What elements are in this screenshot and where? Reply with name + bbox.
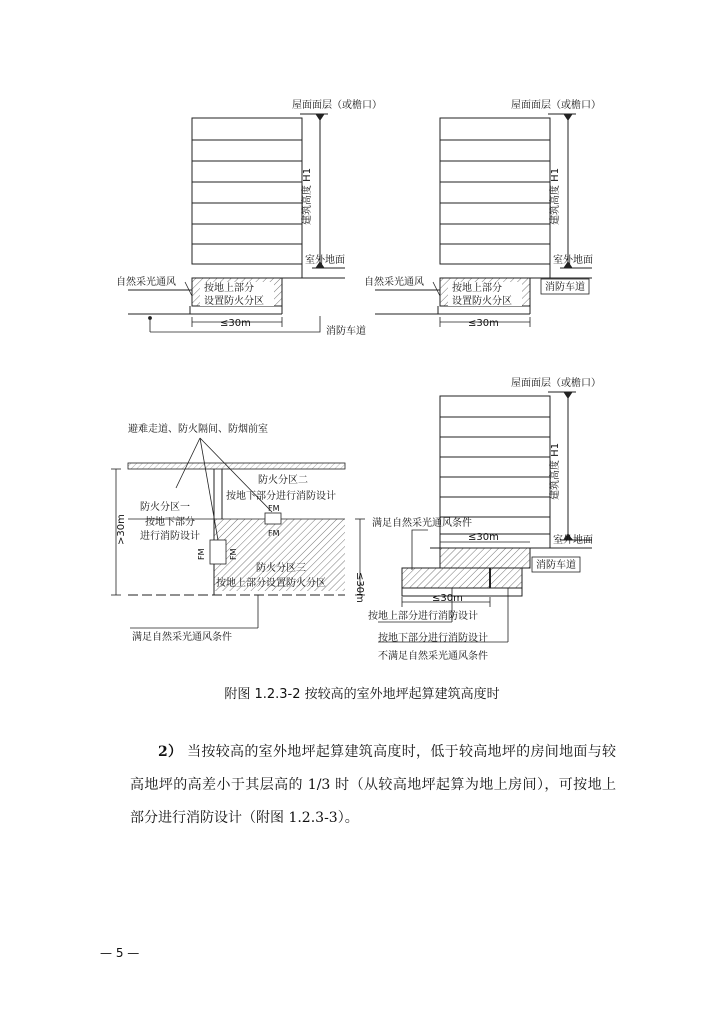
ground-label: 室外地面 [305, 255, 345, 266]
fm-label-left1: FM [197, 548, 206, 560]
diagram-1 [116, 98, 382, 337]
upper-basement [440, 548, 530, 568]
paragraph-text: 当按较高的室外地坪起算建筑高度时，低于较高地坪的房间地面与较高地坪的高差小于其层高的 1/3 时（从较高地坪起算为地上房间），可按地上部分进行消防设计（附图 1.2.3-3）。 [130, 744, 617, 826]
natural-light-label: 自然采光通风 [364, 277, 424, 288]
fire-lane-label: 消防车道 [536, 560, 576, 571]
zone3-desc: 按地上部分设置防火分区 [216, 578, 326, 589]
distance-upper-label: ≤30m [468, 532, 499, 543]
roof-label: 屋面面层（或檐口） [511, 378, 601, 389]
zone3-title: 防火分区三 [256, 563, 306, 574]
satisfy-label: 满足自然采光通风条件 [132, 632, 232, 643]
distance-label: ≤30m [468, 318, 499, 329]
fire-lane-label: 消防车道 [326, 326, 366, 337]
above-design-label: 按地上部分进行消防设计 [368, 611, 478, 622]
height-label: 建筑高度 H1 [550, 442, 561, 500]
page-number: — 5 — [100, 946, 140, 960]
paragraph-number: 2） [158, 744, 183, 760]
zone1-line2: 进行消防设计 [140, 531, 200, 542]
diagram-2 [364, 98, 601, 329]
fm-label-top1: FM [268, 504, 280, 513]
not-satisfy-label: 不满足自然采光通风条件 [378, 651, 488, 662]
lower-basement [402, 568, 522, 588]
ground-label: 室外地面 [553, 535, 593, 546]
above-line1: 按地上部分 [204, 283, 254, 294]
above-line1: 按地上部分 [452, 283, 502, 294]
ground-label: 室外地面 [553, 255, 593, 266]
height-label: 建筑高度 H1 [550, 167, 561, 225]
building-floors [192, 118, 302, 264]
leader-lines [433, 282, 440, 296]
distance-lower-label: ≤30m [432, 593, 463, 604]
zone1-line1: 按地下部分 [145, 517, 195, 528]
roof-label: 屋面面层（或檐口） [292, 100, 382, 111]
building-floors [440, 396, 550, 534]
roof-label: 屋面面层（或檐口） [511, 100, 601, 111]
natural-light-label: 自然采光通风 [116, 277, 176, 288]
satisfy-label: 满足自然采光通风条件 [372, 518, 472, 529]
fire-lane-label: 消防车道 [545, 282, 585, 293]
fm-label-top2: FM [268, 529, 280, 538]
zone1-title: 防火分区一 [140, 502, 190, 513]
above-line2: 设置防火分区 [204, 296, 264, 307]
le30-label: ≤30m [354, 572, 365, 603]
height-label: 建筑高度 H1 [302, 167, 313, 225]
gt30-label: >30m [116, 514, 127, 545]
distance-label: ≤30m [220, 318, 251, 329]
zone2-desc: 按地下部分进行消防设计 [226, 491, 336, 502]
below-design-label: 按地下部分进行消防设计 [378, 633, 488, 644]
figure-caption: 附图 1.2.3-2 按较高的室外地坪起算建筑高度时 [224, 687, 500, 702]
diagram-4 [368, 376, 601, 662]
fm-label-left2: FM [229, 548, 238, 560]
diagram-3 [111, 422, 365, 643]
body-paragraph [130, 736, 616, 835]
building-floors [440, 118, 550, 264]
zone2-title: 防火分区二 [258, 475, 308, 486]
slabs [128, 463, 345, 595]
evacuation-label: 避难走道、防火隔间、防烟前室 [128, 424, 268, 435]
above-line2: 设置防火分区 [452, 296, 512, 307]
